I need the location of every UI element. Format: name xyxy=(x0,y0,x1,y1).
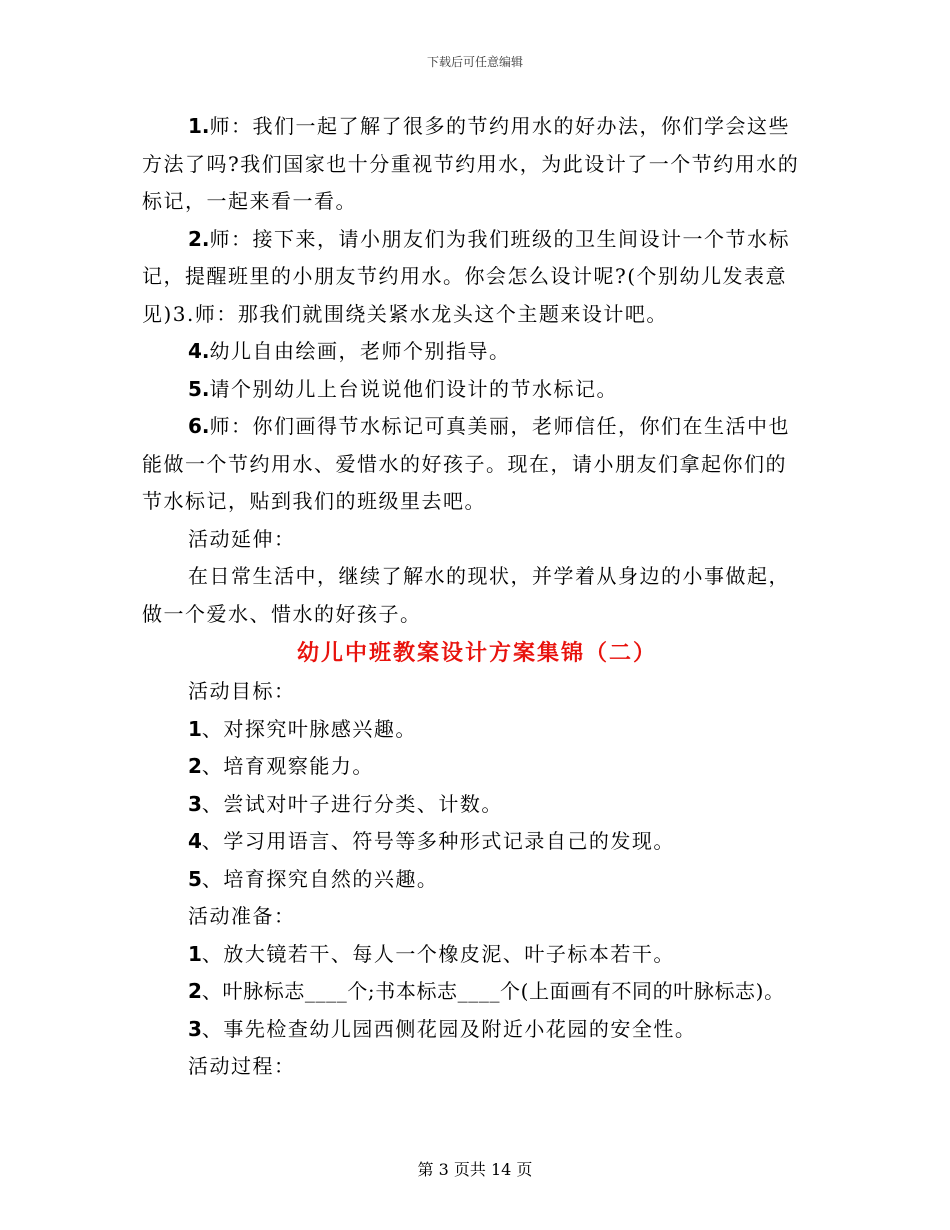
paragraph-line: 方法了吗?我们国家也十分重视节约用水，为此设计了一个节约用水的 xyxy=(142,151,800,176)
section-label-goals: 活动目标： xyxy=(188,679,296,703)
section-label-extension: 活动延伸： xyxy=(188,526,296,551)
header-note: 下载后可任意编辑 xyxy=(426,55,523,69)
paragraph-line: 做一个爱水、惜水的好孩子。 xyxy=(142,601,422,626)
list-item: 3、事先检查幼儿园西侧花园及附近小花园的安全性。 xyxy=(188,1016,697,1041)
paragraph-line: 节水标记，贴到我们的班级里去吧。 xyxy=(142,489,486,513)
list-item: 2、叶脉标志____个;书本标志____个(上面画有不同的叶脉标志)。 xyxy=(188,979,785,1003)
paragraph-line: 见)3.师：那我们就围绕关紧水龙头这个主题来设计吧。 xyxy=(142,301,668,326)
paragraph-line: 6.师：你们画得节水标记可真美丽，老师信任，你们在生活中也 xyxy=(188,414,791,438)
paragraph-line: 能做一个节约用水、爱惜水的好孩子。现在，请小朋友们拿起你们的 xyxy=(142,451,787,476)
page-footer: 第 3 页共 14 页 xyxy=(417,1160,533,1179)
paragraph-line: 5.请个别幼儿上台说说他们设计的节水标记。 xyxy=(188,376,619,401)
list-item: 1、对探究叶脉感兴趣。 xyxy=(188,716,417,741)
document-body xyxy=(142,108,812,1086)
paragraph-line: 1.师：我们一起了解了很多的节约用水的好办法，你们学会这些 xyxy=(188,114,791,138)
section-label-preparation: 活动准备： xyxy=(188,904,296,928)
paragraph-line: 标记，一起来看一看。 xyxy=(142,189,357,213)
list-item: 5、培育探究自然的兴趣。 xyxy=(188,866,439,891)
paragraph-line: 在日常生活中，继续了解水的现状，并学着从身边的小事做起， xyxy=(188,564,790,588)
list-item: 2、培育观察能力。 xyxy=(188,754,374,778)
paragraph-line: 记，提醒班里的小朋友节约用水。你会怎么设计呢?(个别幼儿发表意 xyxy=(142,264,788,288)
list-item: 4、学习用语言、符号等多种形式记录自己的发现。 xyxy=(188,829,675,853)
paragraph-line: 2.师：接下来，请小朋友们为我们班级的卫生间设计一个节水标 xyxy=(188,226,791,251)
list-item: 3、尝试对叶子进行分类、计数。 xyxy=(188,791,503,816)
section-label-process: 活动过程： xyxy=(188,1054,296,1078)
list-item: 1、放大镜若干、每人一个橡皮泥、叶子标本若干。 xyxy=(188,941,675,966)
paragraph-line: 4.幼儿自由绘画，老师个别指导。 xyxy=(188,339,511,363)
section-title: 幼儿中班教案设计方案集锦（二） xyxy=(296,640,657,666)
